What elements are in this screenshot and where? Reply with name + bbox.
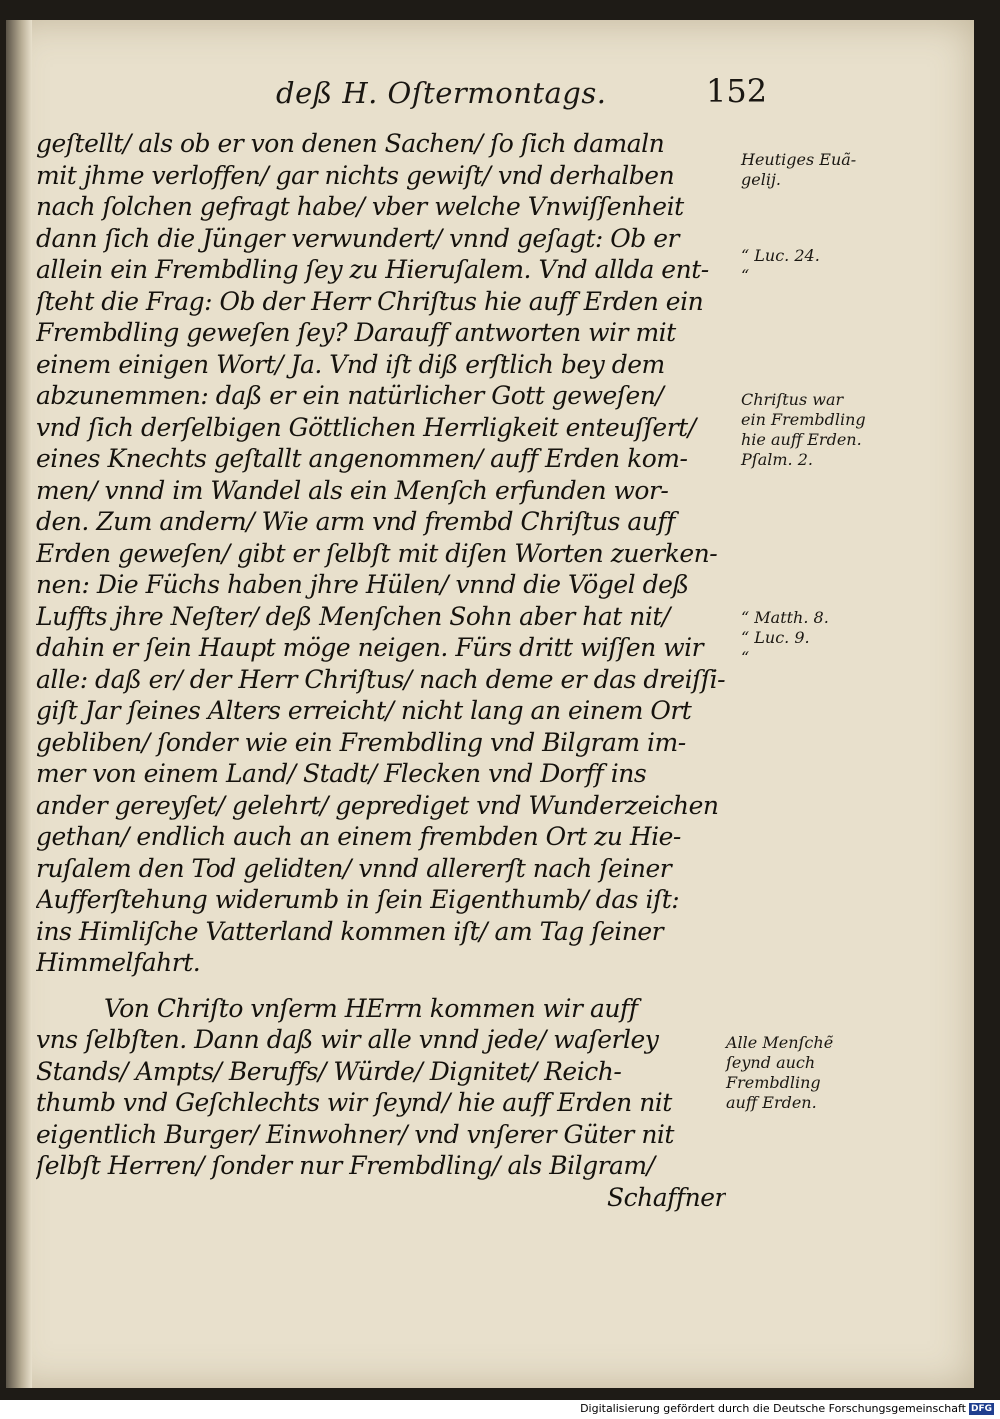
text-line: geſtellt/ als ob er von denen Sachen/ ſo ſich damaln (36, 129, 665, 158)
text-line: dann ſich die Jünger verwundert/ vnnd geſagt: Ob er (36, 223, 679, 253)
text-line: Himmelfahrt. (36, 948, 201, 977)
text-line: den. Zum andern/ Wie arm vnd frembd Chriſtus auff (36, 507, 675, 536)
text-line: Frembdling geweſen ſey? Darauff antworten wir mit (36, 318, 676, 347)
text-line: alle: daß er/ der Herr Chriſtus/ nach deme er das dreiſſi- (36, 664, 726, 694)
text-line: Luffts jhre Neſter/ deß Menſchen Sohn aber hat nit/ (36, 601, 670, 631)
text-line: nach ſolchen gefragt habe/ vber welche Vnwiſſenheit (36, 192, 684, 221)
text-line: ins Himliſche Vatterland kommen iſt/ am Tag ſeiner (36, 916, 664, 946)
text-line: ſteht die Frag: Ob der Herr Chriſtus hie auff Erden ein (36, 286, 704, 316)
margin-note: “ Matth. 8. “ Luc. 9. “ (741, 608, 829, 667)
text-line: eines Knechts geſtallt angenommen/ auff Erden kom- (36, 444, 688, 473)
text-line: abzunemmen: daß er ein natürlicher Gott geweſen/ (36, 381, 664, 410)
text-line: Aufferſtehung widerumb in ſein Eigenthumb/ das iſt: (36, 885, 680, 914)
text-line: thumb vnd Geſchlechts wir ſeynd/ hie auff Erden nit (36, 1088, 672, 1117)
text-line: vnd ſich derſelbigen Göttlichen Herrligkeit enteuſſert/ (36, 412, 696, 442)
text-line: ſelbſt Herren/ ſonder nur Frembdling/ als Bilgram/ (36, 1151, 655, 1180)
text-line: vns ſelbſten. Dann daß wir alle vnnd jede/ waſerley (36, 1025, 659, 1054)
margin-note: Heutiges Euã- gelij. (741, 150, 857, 189)
margin-note: Alle Menſchẽ ſeynd auch Frembdling auff Erden. (726, 1033, 834, 1112)
margin-note: “ Luc. 24. “ (741, 246, 820, 285)
text-line: allein ein Frembdling ſey zu Hieruſalem. Vnd allda ent- (36, 255, 709, 284)
text-line: gethan/ endlich auch an einem frembden Ort zu Hie- (36, 822, 681, 851)
footer-bar (0, 1400, 1000, 1419)
text-line: giſt Jar ſeines Alters erreicht/ nicht lang an einem Ort (36, 696, 692, 725)
text-line: mit jhme verloffen/ gar nichts gewiſt/ vnd derhalben (36, 160, 675, 190)
text-line: men/ vnnd im Wandel als ein Menſch erfunden wor- (36, 475, 669, 505)
page-gutter (6, 20, 32, 1388)
text-line: einem einigen Wort/ Ja. Vnd iſt diß erſtlich bey dem (36, 349, 665, 379)
catchword: Schaffner (607, 1182, 726, 1212)
page-header (276, 68, 796, 128)
text-line: Von Chriſto vnſerm HErrn kommen wir auff (104, 993, 638, 1023)
text-line: Stands/ Ampts/ Beruffs/ Würde/ Dignitet/ Reich- (36, 1056, 622, 1086)
text-line: nen: Die Füchs haben jhre Hülen/ vnnd die Vögel deß (36, 570, 689, 599)
running-head: deß H. Oſtermontags. (276, 76, 607, 110)
book-page (6, 20, 974, 1388)
text-line: eigentlich Burger/ Einwohner/ vnd vnſerer Güter nit (36, 1119, 674, 1149)
text-line: ruſalem den Tod gelidten/ vnnd allererſt nach ſeiner (36, 853, 672, 883)
text-line: mer von einem Land/ Stadt/ Flecken vnd Dorff ins (36, 759, 647, 788)
body-text (36, 128, 726, 1213)
page-number: 152 (706, 72, 768, 110)
funding-credit: Digitalisierung gefördert durch die Deutsche Forschungsgemeinschaft (580, 1402, 966, 1415)
text-line: ander gereyſet/ gelehrt/ geprediget vnd Wunderzeichen (36, 790, 719, 820)
paragraph-gap (36, 979, 726, 993)
text-line: gebliben/ ſonder wie ein Frembdling vnd Bilgram im- (36, 727, 686, 757)
dfg-logo: DFG (970, 1404, 992, 1414)
text-line: dahin er ſein Haupt möge neigen. Fürs dritt wiſſen wir (36, 633, 704, 662)
margin-note: Chriſtus war ein Frembdling hie auff Erden. Pſalm. 2. (741, 390, 866, 469)
text-line: Erden geweſen/ gibt er ſelbſt mit diſen Worten zuerken- (36, 538, 718, 568)
